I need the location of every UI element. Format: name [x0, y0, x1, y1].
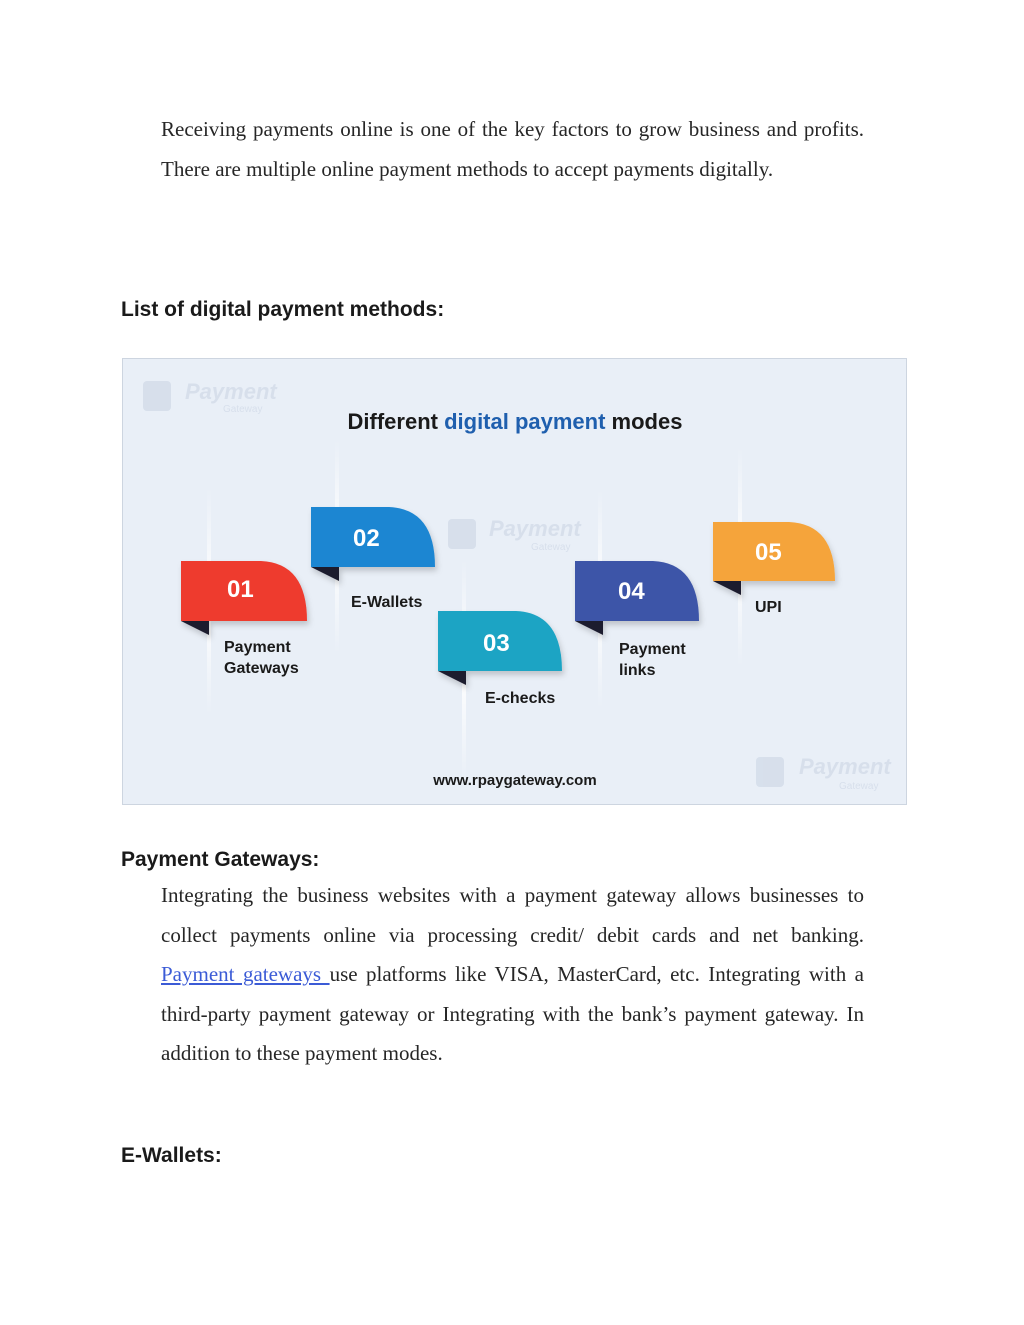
mode-number-04: 04 [618, 578, 645, 605]
mode-label-04-line1: Payment [619, 641, 686, 658]
payment-gateways-paragraph [161, 876, 864, 1074]
title-part-accent: digital payment [444, 409, 606, 434]
mode-number-03: 03 [483, 630, 510, 657]
mode-number-02: 02 [353, 525, 380, 552]
mode-number-01: 01 [227, 576, 254, 603]
watermark-logo-icon [448, 519, 476, 549]
flag-fold-05 [713, 581, 741, 595]
mode-label-02: E-Wallets [351, 594, 423, 611]
watermark-center [448, 516, 582, 553]
mode-label-01-line1: Payment [224, 639, 291, 656]
mode-flag-04 [575, 561, 699, 635]
mode-flag-03 [438, 611, 562, 685]
figure-url: www.rpaygateway.com [433, 772, 597, 789]
mode-number-05: 05 [755, 539, 782, 566]
watermark-word: Payment [799, 754, 891, 779]
watermark-word: Payment [489, 516, 581, 541]
payment-gateways-heading: Payment Gateways: [121, 848, 320, 871]
payment-modes-infographic [123, 359, 907, 805]
mode-label-04-line2: links [619, 662, 656, 679]
watermark-word: Payment [185, 379, 277, 404]
watermark-logo-icon [756, 757, 784, 787]
mode-label-03: E-checks [485, 690, 556, 707]
flag-fold-02 [311, 567, 339, 581]
title-part-1: Different [347, 409, 445, 434]
mode-label-01-line2: Gateways [224, 660, 299, 677]
watermark-sub: Gateway [223, 404, 263, 415]
payment-gateways-link[interactable]: Payment gateways [161, 962, 330, 987]
figure-title [348, 409, 683, 434]
mode-flag-01 [181, 561, 307, 635]
intro-paragraph [161, 110, 864, 189]
flag-fold-01 [181, 621, 209, 635]
watermark-sub: Gateway [839, 781, 879, 792]
watermark-top-left [143, 379, 278, 415]
mode-flag-02 [311, 507, 435, 581]
mode-label-05: UPI [755, 599, 782, 616]
mode-flag-05 [713, 522, 835, 595]
pg-text-after: use platforms like VISA, MasterCard, etc. Integrating with a third-party payment gateway or Integrating with the bank’s payment gateway. In addition to these payment modes. [161, 962, 864, 1066]
watermark-bottom-right [756, 754, 892, 792]
watermark-logo-icon [143, 381, 171, 411]
payment-modes-figure [122, 358, 907, 805]
title-part-3: modes [605, 409, 683, 434]
list-heading: List of digital payment methods: [121, 298, 445, 321]
watermark-sub: Gateway [531, 542, 571, 553]
pg-text-before: Integrating the business websites with a payment gateway allows businesses to collect payments online via processing credit/ debit cards and net banking. [161, 883, 864, 947]
flag-fold-03 [438, 671, 466, 685]
ewallets-heading: E-Wallets: [121, 1144, 222, 1167]
intro-text: Receiving payments online is one of the key factors to grow business and profits. There are multiple online payment methods to accept payments digitally. [161, 117, 864, 181]
